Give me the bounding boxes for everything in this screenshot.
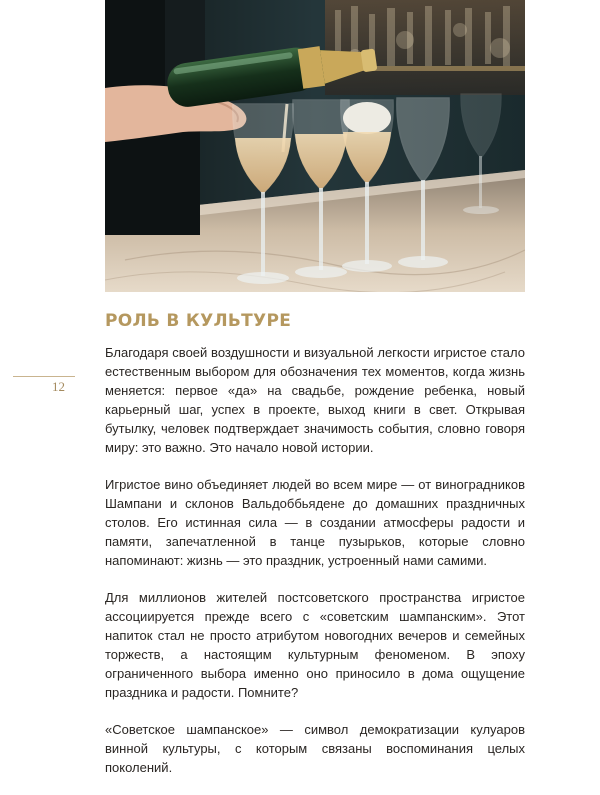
paragraph: «Советское шампанское» — символ демократизации кулуаров винной культуры, с которым связаны воспоминания целых поколений. [105,722,525,775]
page-number: 12 [52,379,65,394]
body-text [105,343,525,795]
champagne-pouring-illustration [105,0,525,292]
section-title: РОЛЬ В КУЛЬТУРЕ [105,311,292,331]
champagne-photo [105,0,525,292]
margin-rule [13,376,75,377]
paragraph: Игристое вино объединяет людей во всем мире — от виноградников Шампани и склонов Вальдоббьядене до домашних праздничных столов. Его истинная сила — в создании атмосферы радости и памяти, запечатленной в танце пузырьков, которые словно напоминают: жизнь — это праздник, устроенный нами самими. [105,477,525,568]
paragraph: Для миллионов жителей постсоветского пространства игристое ассоциируется прежде всего с «советским шампанским». Этот напиток стал не просто атрибутом новогодних вечеров и семейных торжеств, а настоящим культурным феноменом. В эпоху ограниченного выбора именно оно приносило в дома ощущение праздника и радости. Помните? [105,590,525,700]
paragraph: Благодаря своей воздушности и визуальной легкости игристое стало естественным выбором для обозначения тех моментов, когда жизнь меняется: первое «да» на свадьбе, рождение ребенка, новый карьерный шаг, успех в проекте, выход книги в свет. Открывая бутылку, человек подтверждает значимость события, словно говоря миру: это важно. Это начало новой истории. [105,345,525,455]
